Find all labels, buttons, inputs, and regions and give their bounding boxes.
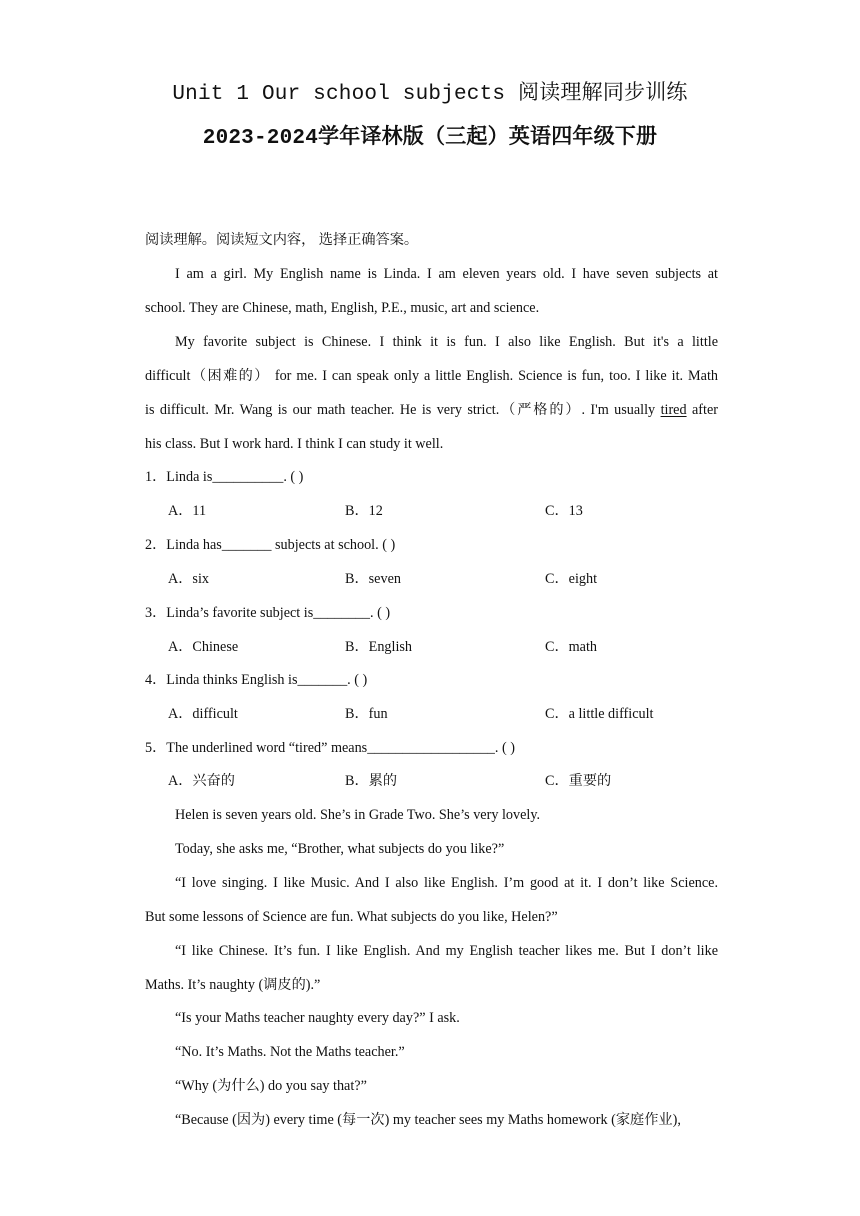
option-a: A．Chinese — [168, 639, 239, 655]
passage2-line: “I love singing. I like Music. And I also like English. I’m good at it. I don’t like Science. — [175, 875, 718, 891]
question-stem: 2．Linda has_______ subjects at school. ( ) — [145, 537, 396, 553]
option-b: B．fun — [345, 706, 388, 722]
option-c: C．math — [545, 639, 598, 655]
option-c: C．重要的 — [545, 773, 612, 789]
passage2-line: Helen is seven years old. She’s in Grade Two. She’s very lovely. — [175, 807, 541, 823]
option-b: B．English — [345, 639, 413, 655]
underlined-word-tired: tired — [660, 402, 687, 418]
passage1-line: I am a girl. My English name is Linda. I am eleven years old. I have seven subjects at — [175, 266, 718, 282]
document-subtitle: 2023-2024学年译林版（三起）英语四年级下册 — [202, 127, 658, 150]
passage1-line: school. They are Chinese, math, English, P.E., music, art and science. — [145, 300, 540, 316]
passage1-line: difficult（困难的） for me. I can speak only a little English. Science is fun, too. I like it. Math — [145, 368, 718, 384]
passage2-line: But some lessons of Science are fun. What subjects do you like, Helen?” — [145, 909, 558, 925]
passage1-line: My favorite subject is Chinese. I think it is fun. I also like English. But it's a little — [175, 334, 718, 350]
option-b: B．累的 — [345, 773, 398, 789]
question-stem: 1．Linda is__________. ( ) — [145, 469, 304, 485]
option-a: A．兴奋的 — [168, 773, 235, 789]
passage2-line: Maths. It’s naughty (调皮的).” — [145, 977, 321, 993]
passage1-line — [145, 400, 718, 420]
question-stem: 5．The underlined word “tired” means__________________. ( ) — [145, 740, 515, 756]
passage2-line: “Is your Maths teacher naughty every day?” I ask. — [175, 1010, 460, 1026]
passage2-line: Today, she asks me, “Brother, what subjects do you like?” — [175, 841, 505, 857]
passage2-line: “I like Chinese. It’s fun. I like English. And my English teacher likes me. But I don’t like — [175, 943, 718, 959]
passage1-line: his class. But I work hard. I think I can study it well. — [145, 436, 444, 452]
document-title: Unit 1 Our school subjects 阅读理解同步训练 — [172, 83, 688, 106]
passage2-line: “Why (为什么) do you say that?” — [175, 1078, 367, 1094]
option-c: C．13 — [545, 503, 583, 519]
option-c: C．eight — [545, 571, 598, 587]
passage2-line: “Because (因为) every time (每一次) my teacher sees my Maths homework (家庭作业), — [175, 1112, 681, 1128]
passage2-line: “No. It’s Maths. Not the Maths teacher.” — [175, 1044, 405, 1060]
option-a: A．difficult — [168, 706, 238, 722]
option-b: B．12 — [345, 503, 383, 519]
option-a: A．six — [168, 571, 209, 587]
question-stem: 4．Linda thinks English is_______. ( ) — [145, 672, 368, 688]
passage1-text: is difficult. Mr. Wang is our math teacher. He is very strict.（严格的）. I'm usually — [145, 402, 661, 418]
option-b: B．seven — [345, 571, 401, 587]
passage1-text: after — [686, 402, 718, 418]
option-c: C．a little difficult — [545, 706, 654, 722]
option-a: A．11 — [168, 503, 207, 519]
instruction: 阅读理解。阅读短文内容， 选择正确答案。 — [145, 232, 419, 248]
question-stem: 3．Linda’s favorite subject is________. ( ) — [145, 605, 391, 621]
